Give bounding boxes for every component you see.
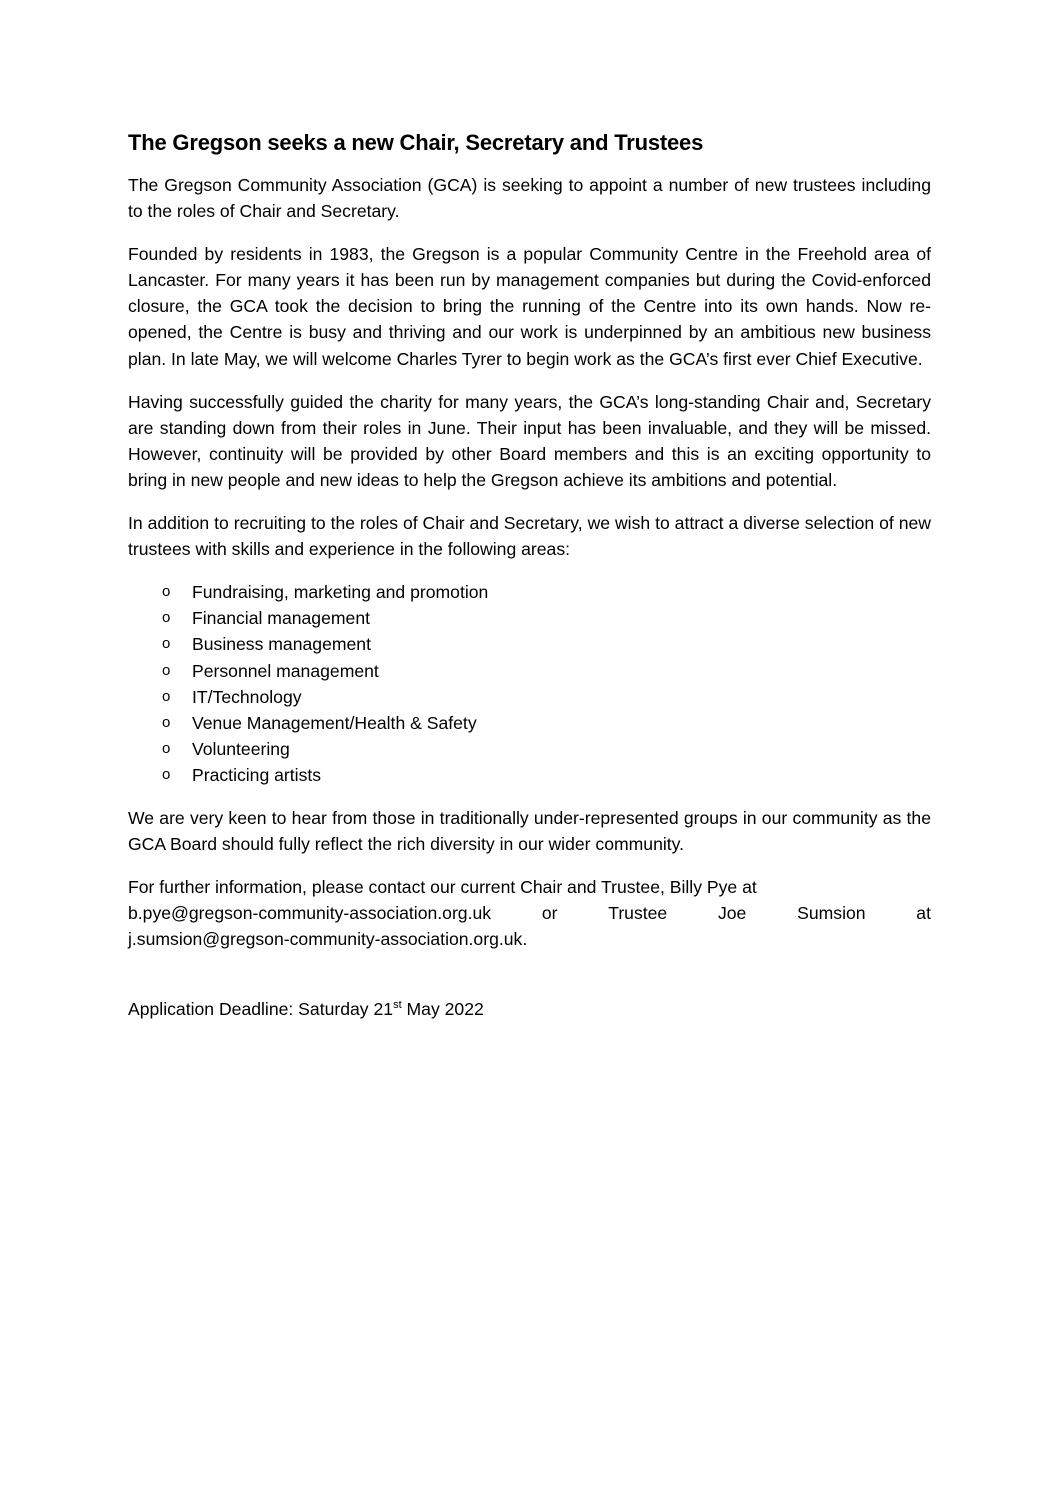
list-item xyxy=(128,605,931,631)
list-item-label: Practicing artists xyxy=(192,764,322,785)
trustee-email-link[interactable]: j.sumsion@gregson-community-association.org.uk. xyxy=(128,929,528,950)
list-item-label: IT/Technology xyxy=(192,686,302,707)
contact-sumsion-text: Sumsion xyxy=(797,903,866,924)
deadline-label: Application Deadline: Saturday 21 xyxy=(128,999,394,1020)
bullet-icon: o xyxy=(162,765,171,783)
list-item xyxy=(128,631,931,657)
list-item xyxy=(128,684,931,710)
contact-trustee-text: Trustee xyxy=(608,903,668,924)
chair-email-link[interactable]: b.pye@gregson-community-association.org.uk xyxy=(128,903,492,924)
list-item xyxy=(128,736,931,762)
intro-paragraph: The Gregson Community Association (GCA) is seeking to appoint a number of new trustees including to the roles of Chair and Secretary. xyxy=(128,175,931,222)
application-deadline xyxy=(128,996,931,1022)
document-body xyxy=(128,128,931,1023)
bullet-icon: o xyxy=(162,661,171,679)
list-item xyxy=(128,579,931,605)
deadline-month-year: May 2022 xyxy=(401,999,484,1020)
list-item xyxy=(128,762,931,788)
contact-joe-text: Joe xyxy=(717,903,747,924)
contact-line-1 xyxy=(128,874,931,900)
bullet-icon: o xyxy=(162,687,171,705)
bullet-icon: o xyxy=(162,583,171,601)
contact-paragraph xyxy=(128,874,931,952)
list-item-label: Venue Management/Health & Safety xyxy=(192,712,477,733)
background-paragraph: Founded by residents in 1983, the Gregson is a popular Community Centre in the Freehold area of Lancaster. For many years it has been run by management companies but during the Covid-enforced closure, the GCA took the decision to bring the running of the Centre into its own hands. Now re-opened, the Centre is busy and thriving and our work is underpinned by an ambitious new business plan. In late May, we will welcome Charles Tyrer to begin work as the GCA’s first ever Chief Executive. xyxy=(128,244,931,369)
bullet-icon: o xyxy=(162,609,171,627)
list-item-label: Volunteering xyxy=(192,738,290,759)
contact-line-3 xyxy=(128,926,931,952)
diversity-paragraph: We are very keen to hear from those in traditionally under-represented groups in our community as the GCA Board should fully reflect the rich diversity in our wider community. xyxy=(128,807,931,855)
document-title: The Gregson seeks a new Chair, Secretary and Trustees xyxy=(128,130,704,155)
contact-or-text: or xyxy=(541,903,558,924)
list-item-label: Personnel management xyxy=(192,660,379,681)
list-item-label: Fundraising, marketing and promotion xyxy=(192,582,489,603)
contact-intro-text: For further information, please contact our current Chair and Trustee, Billy Pye at xyxy=(128,877,757,898)
list-item xyxy=(128,658,931,684)
list-item-label: Financial management xyxy=(192,608,370,629)
deadline-ordinal-suffix: st xyxy=(393,999,402,1012)
skill-areas-list xyxy=(128,579,931,788)
list-item-label: Business management xyxy=(192,634,371,655)
list-item xyxy=(128,710,931,736)
transition-paragraph: Having successfully guided the charity for many years, the GCA’s long-standing Chair and, Secretary are standing down from their roles in June. Their input has been invaluable, and they will be missed. However, continuity will be provided by other Board members and this is an exciting opportunity to bring in new people and new ideas to help the Gregson achieve its ambitions and potential. xyxy=(128,391,931,490)
bullet-icon: o xyxy=(162,635,171,653)
contact-at-text: at xyxy=(916,903,931,924)
recruitment-paragraph: In addition to recruiting to the roles of Chair and Secretary, we wish to attract a diverse selection of new trustees with skills and experience in the following areas: xyxy=(128,513,931,560)
contact-line-2 xyxy=(128,900,931,926)
bullet-icon: o xyxy=(162,713,171,731)
bullet-icon: o xyxy=(162,739,171,757)
